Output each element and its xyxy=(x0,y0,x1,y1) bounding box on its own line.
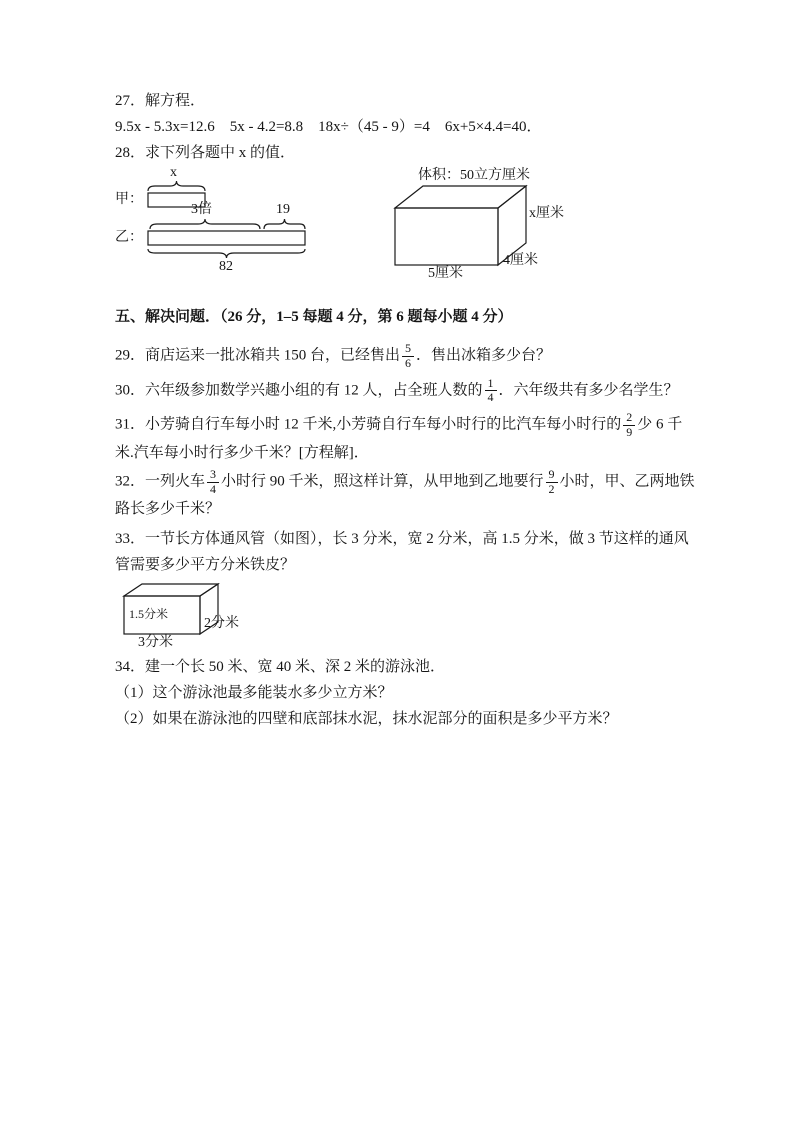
problem-32-text-2: 小时行 90 千米，照这样计算，从甲地到乙地要行 xyxy=(221,473,544,490)
bar-total-label: 82 xyxy=(219,259,233,274)
fraction-1-4 xyxy=(485,377,497,406)
cuboid-volume-label: 体积：50立方厘米 xyxy=(418,168,530,183)
problem-31-text-2: 少 6 千米.汽车每小时行多少千米？[方程解]． xyxy=(115,416,683,461)
duct-length-label: 3分米 xyxy=(138,635,173,651)
fraction-numerator: 3 xyxy=(210,466,217,481)
fraction-numerator: 9 xyxy=(548,466,555,481)
cuboid-depth-label: 4厘米 xyxy=(503,253,538,268)
bar-x-label: x xyxy=(170,165,177,180)
cuboid-drawing xyxy=(390,168,580,283)
problem-32-text-1: 32．一列火车 xyxy=(115,473,206,490)
problem-32 xyxy=(115,468,697,523)
problem-30-text-2: ．六年级共有多少名学生？ xyxy=(498,382,679,399)
fraction-denominator: 2 xyxy=(546,482,558,497)
problem-28-figures xyxy=(115,165,697,286)
problem-34-question-1: （1）这个游泳池最多能装水多少立方米？ xyxy=(115,685,393,702)
bar-multiple-label: 3倍 xyxy=(191,202,212,217)
figure-bar-model xyxy=(115,165,315,278)
problem-31 xyxy=(115,411,697,466)
cuboid-height-label: x厘米 xyxy=(529,206,564,221)
fraction-3-4 xyxy=(207,468,219,497)
fraction-9-2 xyxy=(546,468,558,497)
fraction-denominator: 4 xyxy=(207,482,219,497)
duct-depth-label: 2分米 xyxy=(204,616,239,632)
bar-extra-label: 19 xyxy=(276,202,290,217)
problem-33-heading: 33．一节长方体通风管（如图），长 3 分米，宽 2 分米，高 1.5 分米，做 3 节这样的通风管需要多少平方分米铁皮？ xyxy=(115,531,689,574)
fraction-numerator: 5 xyxy=(405,341,412,355)
problem-27-heading: 27．解方程． xyxy=(115,93,206,109)
problem-29 xyxy=(115,342,697,371)
problem-31-text-1: 31．小芳骑自行车每小时 12 千米,小芳骑自行车每小时行的比汽车每小时行的 xyxy=(115,416,622,433)
bar-model-drawing xyxy=(115,168,315,278)
problem-28-heading: 28．求下列各题中 x 的值． xyxy=(115,145,296,161)
problem-30 xyxy=(115,377,697,406)
problem-34-question-2: （2）如果在游泳池的四壁和底部抹水泥，抹水泥部分的面积是多少平方米？ xyxy=(115,711,618,728)
section-5-heading: 五、解决问题．（26 分，1–5 每题 4 分，第 6 题每小题 4 分） xyxy=(115,309,513,325)
fraction-denominator: 9 xyxy=(623,425,635,440)
problem-27-equations: 9.5x - 5.3x=12.6 5x - 4.2=8.8 18x÷（45 - 9）=4 6x+5×4.4=40． xyxy=(115,119,542,135)
figure-cuboid-volume xyxy=(390,168,580,283)
problem-29-text-2: ．售出冰箱多少台？ xyxy=(416,347,552,364)
fraction-2-9 xyxy=(623,411,635,440)
exam-content xyxy=(115,88,697,732)
fraction-denominator: 6 xyxy=(402,356,414,371)
fraction-numerator: 2 xyxy=(626,410,633,425)
duct-height-label: 1.5分米 xyxy=(129,607,169,622)
fraction-denominator: 4 xyxy=(485,390,497,405)
cuboid-width-label: 5厘米 xyxy=(428,266,463,281)
problem-34-heading: 34．建一个长 50 米、宽 40 米、深 2 米的游泳池． xyxy=(115,659,446,676)
problem-29-text-1: 29．商店运来一批冰箱共 150 台，已经售出 xyxy=(115,347,401,364)
bar-jia-label: 甲： xyxy=(115,192,143,207)
bar-yi-label: 乙： xyxy=(115,230,143,245)
fraction-5-6 xyxy=(402,342,414,371)
problem-32-text-3: 小时，甲、乙两地铁路长多少千米？ xyxy=(115,473,695,518)
problem-30-text-1: 30．六年级参加数学兴趣小组的有 12 人，占全班人数的 xyxy=(115,382,483,399)
fraction-numerator: 1 xyxy=(487,375,494,390)
figure-duct-cuboid xyxy=(120,582,270,652)
